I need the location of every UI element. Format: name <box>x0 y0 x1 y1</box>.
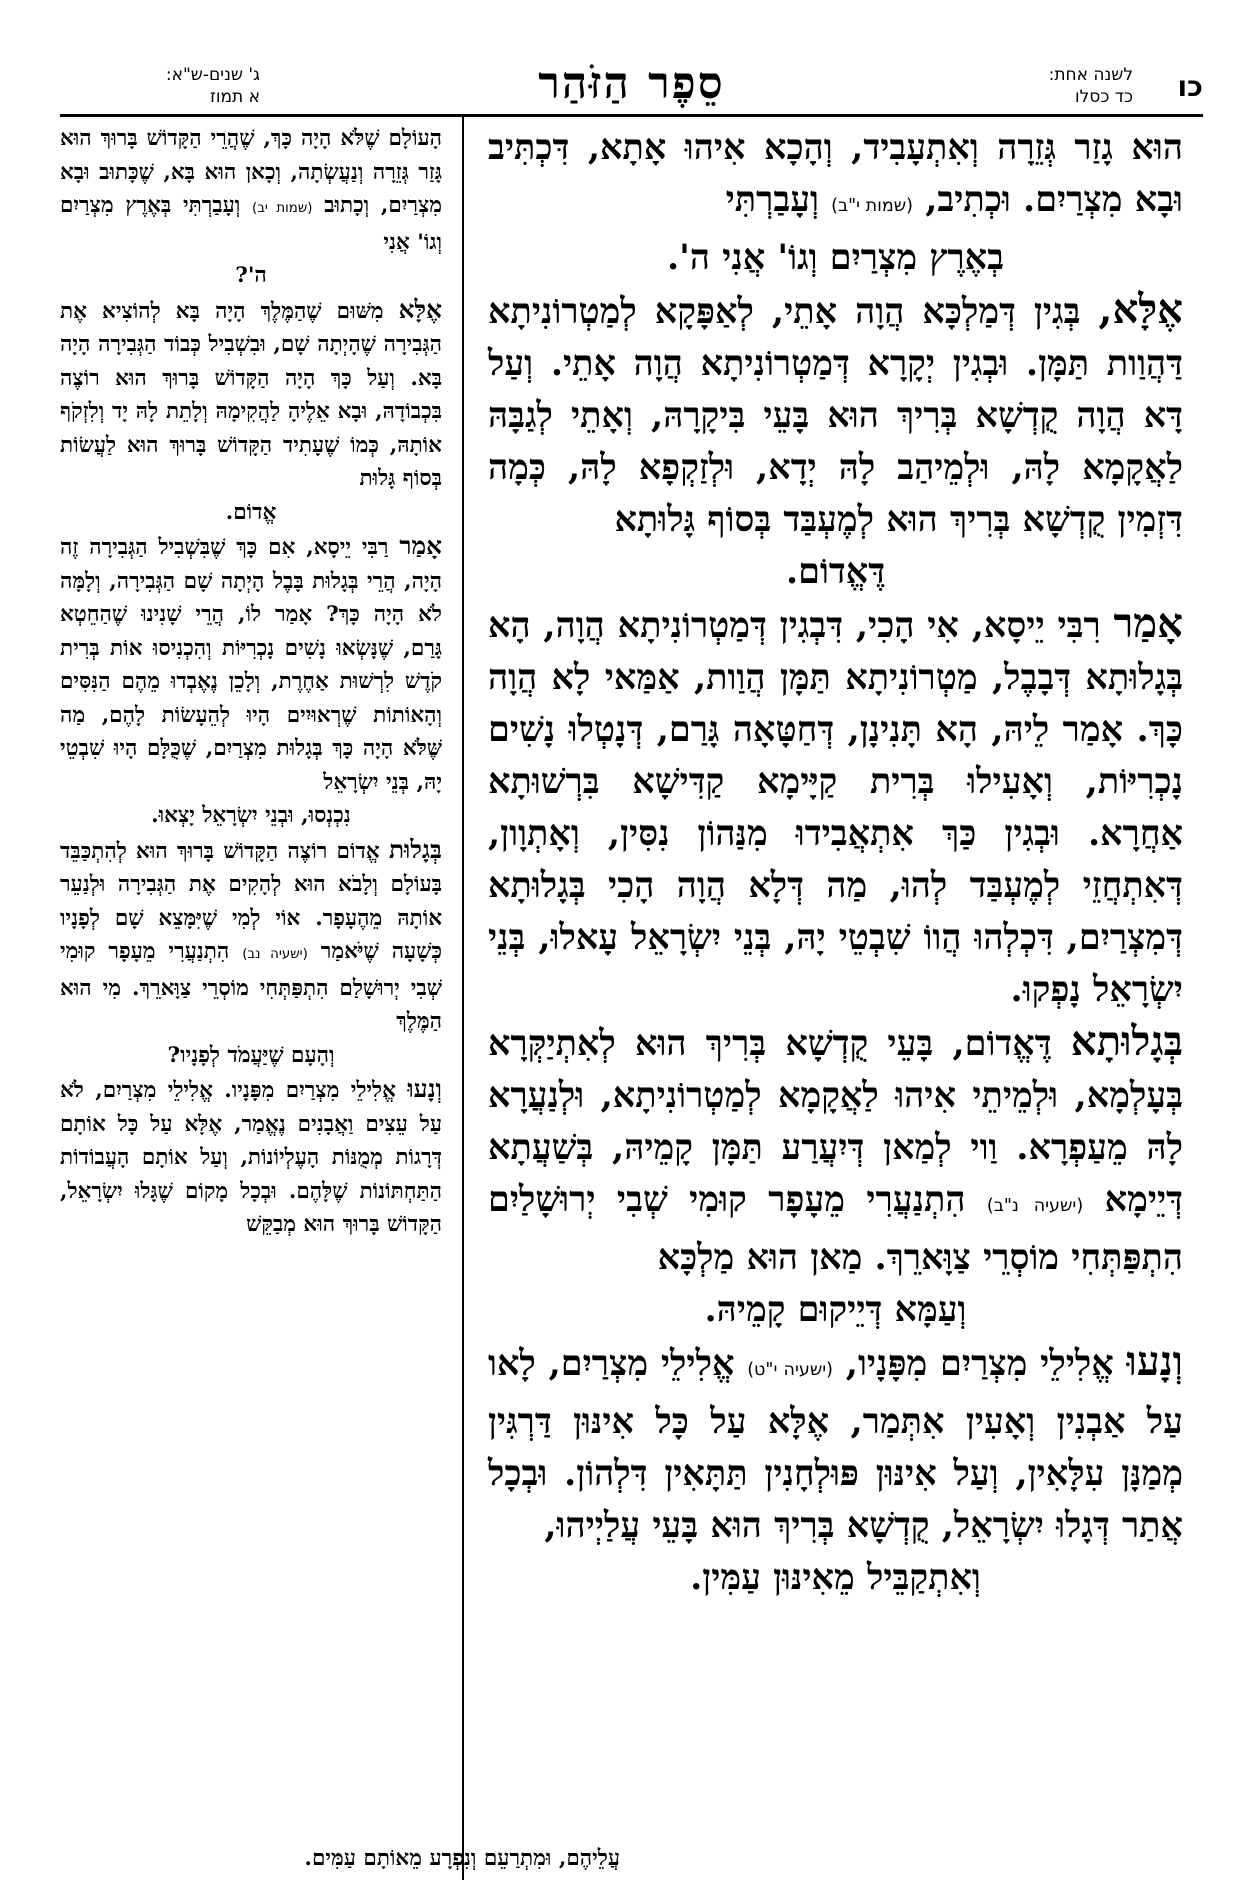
paragraph <box>60 293 442 496</box>
text: הָעוֹלָם שֶׁלֹּא הָיָה כָּךְ, שֶׁהֲרֵי הַקָּדוֹשׁ בָּרוּךְ הוּא גָּזַר גְּזֵרָה וְנַעֲשְׂתָה, וְכָאן הוּא בָּא, שֶׁכָּתוּב וּבָא מִצְרַיִם, וְכָתוּב <box>60 126 442 218</box>
aramaic-text-column <box>488 122 1183 1762</box>
text: בְּגִין דְּמַלְכָּא הֲוָה אָתֵי, לְאַפָּקָא לְמַטְרוֹנִיתָא דַּהֲוַות תַּמָּן. וּבְגִין יְקָרָא דְּמַטְרוֹנִיתָא הֲוָה אָתֵי. וְעַל דָּא הֲוָה קֻדְשָׁא בְּרִיךְ הוּא בָּעֵי בִּיקָרָהּ, וְאָתֵי לְגַבָּהּ לַאֲקָמָא לָהּ, וּלְמֵיהַב לָהּ יְדָא, וּלְזַקְפָא לָהּ, כְּמָה דִּזְמִין קֻדְשָׁא בְּרִיךְ הוּא לְמֶעְבַּד בְּסוֹף גָּלוּתָא <box>488 291 1183 540</box>
paragraph <box>488 598 1183 1016</box>
paragraph-opener: וְנָעוּ <box>407 1074 442 1103</box>
text: מִשּׁוּם שֶׁהַמֶּלֶךְ הָיָה בָּא לְהוֹצִיא אֶת הַגְּבִירָה שֶׁהָיְתָה שָׁם, וּבִשְׁבִיל כְּבוֹד הַגְּבִירָה הָיָה בָּא. וְעַל כָּךְ הָיָה הַקָּדוֹשׁ בָּרוּךְ הוּא רוֹצֶה בִּכְבוֹדָהּ, וּבָא אֵלֶיהָ לַהֲקִימָהּ וְלָתֵת לָהּ יָד וְלִזְקֹף אוֹתָהּ, כְּמוֹ שֶׁעָתִיד הַקָּדוֹשׁ בָּרוּךְ הוּא לַעֲשׂוֹת בְּסוֹף גָּלוּת <box>60 298 442 491</box>
scripture-citation: (ישעיה נ"ב) <box>986 1196 1084 1216</box>
text: וְעָבַרְתִּי <box>725 179 819 220</box>
schedule-label: ג' שנים-ש"א: <box>165 65 260 85</box>
page-header <box>60 58 1203 120</box>
column-divider <box>462 117 464 1880</box>
header-rule <box>60 114 1203 117</box>
text: אֱדוֹם רוֹצֶה הַקָּדוֹשׁ בָּרוּךְ הוּא לְהִתְכַּבֵּד בָּעוֹלָם וְלָבֹא הוּא לְהָקִים אֶת הַגְּבִירָה וּלְנַעֵר אוֹתָהּ מֵהֶעָפָר. אוֹי לְמִי שֶׁיִּמָּצֵא שָׁם לְפָנָיו כְּשָׁעָה שֶׁיֹּאמַר <box>60 838 442 964</box>
text: דֶּאֱדוֹם, בָּעֵי קֻדְשָׁא בְּרִיךְ הוּא לְאִתְיַקְּרָא בְּעָלְמָא, וּלְמֵיתֵי אִיהוּ לַאֲקָמָא לְמַטְרוֹנִיתָא, וּלְנַעֲרָא לָהּ מֵעַפְרָא. וַוי לְמַאן דְּיִעֲרַע תַּמָּן קָמֵיהּ, בְּשַׁעֲתָא דְּיֵימָא <box>488 1023 1184 1220</box>
scripture-citation: (שמות יב) <box>252 201 313 216</box>
paragraph-opener: אֶלָּא <box>398 294 442 324</box>
paragraph <box>488 1016 1183 1284</box>
scripture-citation: (ישעיה י"ט) <box>747 1360 833 1380</box>
text: אֱלִילֵי מִצְרַיִם מִפָּנָיו, <box>845 1343 1114 1384</box>
paragraph <box>60 529 442 799</box>
scripture-citation: (ישעיה נב) <box>242 947 308 962</box>
page-number: כו <box>1177 70 1203 103</box>
text: אֱלִילֵי מִצְרַיִם מִפָּנָיו. אֱלִילֵי מִצְרַיִם, לֹא עַל עֵצִים וַאֲבָנִים נֶאֱמַר, אֶלָּא עַל כָּל אוֹתָם דְּרָגוֹת מְמֻנּוֹת הָעֶלְיוֹנוֹת, וְעַל אוֹתָם הָעֲבוֹדוֹת הַתַּחְתּוֹנוֹת שֶׁלָּהֶם. וּבְכָל מָקוֹם שֶׁגָּלוּ יִשְׂרָאֵל, הַקָּדוֹשׁ בָּרוּךְ הוּא מְבַקֵּשׁ <box>60 1078 442 1237</box>
text: הוּא גָזַר גְּזֵרָה וְאִתְעָבִיד, וְהָכָא אִיהוּ אָתָא, דִּכְתִּיב וּבָא מִצְרַיִם. וּכְתִיב, <box>488 127 1183 220</box>
scripture-citation: (שמות י"ב) <box>831 196 914 216</box>
text: רַבִּי יֵיסָא, אִם כָּךְ שֶׁבִּשְׁבִיל הַגְּבִירָה זֶה הָיָה, הֲרֵי בְּגָלוּת בָּבֶל הָיְתָה שָׁם הַגְּבִירָה, וְלָמָּה לֹא הָיָה כָּךְ? אָמַר לוֹ, הֲרֵי שָׁנִינוּ שֶׁהַחֵטְא גָּרַם, שֶׁנָּשְׂאוּ נָשִׁים נָכְרִיּוֹת וְהִכְנִיסוּ אוֹת בְּרִית קֹדֶשׁ לִרְשׁוּת אַחֶרֶת, וְלָכֵן נֶאֶבְדוּ מֵהֶם הַנִּסִּים וְהָאוֹתוֹת שֶׁרְאוּיִים הָיוּ לְהֵעָשׂוֹת לָהֶם, מַה שֶּׁלֹּא הָיָה כָּךְ בְּגָלוּת מִצְרַיִם, שֶׁכֻּלָּם הָיוּ שִׁבְטֵי יָהּ, בְּנֵי יִשְׂרָאֵל <box>60 535 442 795</box>
paragraph-opener: וְנָעוּ <box>1126 1338 1183 1385</box>
paragraph-end: וְעַמָּא דְּיֵיקוּם קָמֵיהּ. <box>704 1289 967 1330</box>
paragraph-end: ה'? <box>235 263 267 288</box>
paragraph-end: וְאִתְקַבֵּיל מֵאִינּוּן עַמִּין. <box>690 1557 981 1598</box>
hebrew-translation-column <box>60 122 442 1832</box>
paragraph <box>488 1336 1183 1552</box>
text: וְעָבַרְתִּי בְּאֶרֶץ מִצְרַיִם וְגוֹ' אֲנִי <box>60 193 442 255</box>
paragraph-end: וְהָעָם שֶׁיַּעֲמֹד לְפָנָיו? <box>167 1042 335 1068</box>
paragraph <box>60 1072 442 1242</box>
paragraph <box>60 122 442 259</box>
schedule-label: לשנה אחת: <box>1048 65 1133 85</box>
paragraph-opener: בְּגָלוּתָא <box>1070 1018 1183 1065</box>
paragraph <box>488 122 1183 232</box>
text: הִתְנַעֲרִי מֵעָפָר קוּמִי שְׁבִי יְרוּשָׁלַיִם הִתְפַּתְּחִי מוֹסְרֵי צַוָּארֵךְ. מַאן הוּא מַלְכָּא <box>488 1179 1183 1278</box>
paragraph-end: בְאֶרֶץ מִצְרַיִם וְגוֹ' אֲנִי ה'. <box>666 237 1005 278</box>
paragraph-end: דֶּאֱדוֹם. <box>785 551 886 592</box>
paragraph-opener: אֶלָּא, <box>1098 286 1184 333</box>
paragraph <box>60 833 442 1039</box>
text: רִבִּי יֵיסָא, אִי הָכִי, דִּבְגִין דְּמַטְרוֹנִיתָא הֲוָה, הָא בְּגָלוּתָא דְּבָבֶל, מַטְרוֹנִיתָא תַּמָּן הֲוַות, אַמַּאי לָא הֲוָה כָּךְ. אָמַר לֵיהּ, הָא תָּנִינָן, דְּחַטָּאָה גָּרַם, דְּנָטְלוּ נָשִׁים נָכְרִיּוֹת, וְאָעִילוּ בְּרִית קַיָּימָא קַדִּישָׁא בִּרְשׁוּתָא אַחֲרָא. וּבְגִין כַּךְ אִתְאֲבִידוּ מִנַּהוֹן נִסִּין, וְאָתְוָון, דְּאִתְחֲזֵי לְמֶעְבַּד לְהוּ, מַה דְּלָא הֲוָה הָכִי בְּגָלוּתָא דְּמִצְרַיִם, דִּכְלְהוּ הֲווֹ שִׁבְטֵי יָהּ, בְּנֵי יִשְׂרָאֵל עָאלוּ, בְּנֵי יִשְׂרָאֵל נָפְקוּ. <box>488 605 1183 1010</box>
paragraph-end: אֱדוֹם. <box>225 499 277 525</box>
paragraph <box>488 284 1183 546</box>
text: אֱלִילֵי מִצְרַיִם, לָאו עַל אַבְנִין וְאָעִין אִתְּמַר, אֶלָּא עַל כָּל אִינּוּן דַּרְגִּין מְמַנָּן עִלָּאִין, וְעַל אִינּוּן פּוּלְחָנִין תַּתָּאִין דִּלְהוֹן. וּבְכָל אֲתַר דְּגָלוּ יִשְׂרָאֵל, קֻדְשָׁא בְּרִיךְ הוּא בָּעֵי עֲלַיְיהוּ, <box>488 1343 1183 1546</box>
book-title: סֵפֶר הַזֹּהַר <box>538 58 725 109</box>
paragraph-end: נִכְנְסוּ, וּבְנֵי יִשְׂרָאֵל יָצְאוּ. <box>151 803 351 828</box>
schedule-date: כד כסלו <box>1075 87 1133 107</box>
paragraph-opener: אָמַר <box>1113 600 1183 647</box>
paragraph-opener: אָמַר <box>399 531 442 560</box>
translation-continuation: עֲלֵיהֶם, וּמִתְרַעֵם וְנִפְרָע מֵאוֹתָם עַמִּים. <box>304 1846 620 1871</box>
paragraph-opener: בְּגָלוּת <box>388 834 442 864</box>
text: הִתְנַעֲרִי מֵעָפָר קוּמִי שְׁבִי יְרוּשָׁלַם הִתְפַּתְּחִי מוֹסְרֵי צַוָּארֵךְ. מִי הוּא הַמֶּלֶךְ <box>60 939 442 1034</box>
schedule-date: א תמוז <box>209 87 260 107</box>
study-schedule-three-years <box>100 64 260 108</box>
